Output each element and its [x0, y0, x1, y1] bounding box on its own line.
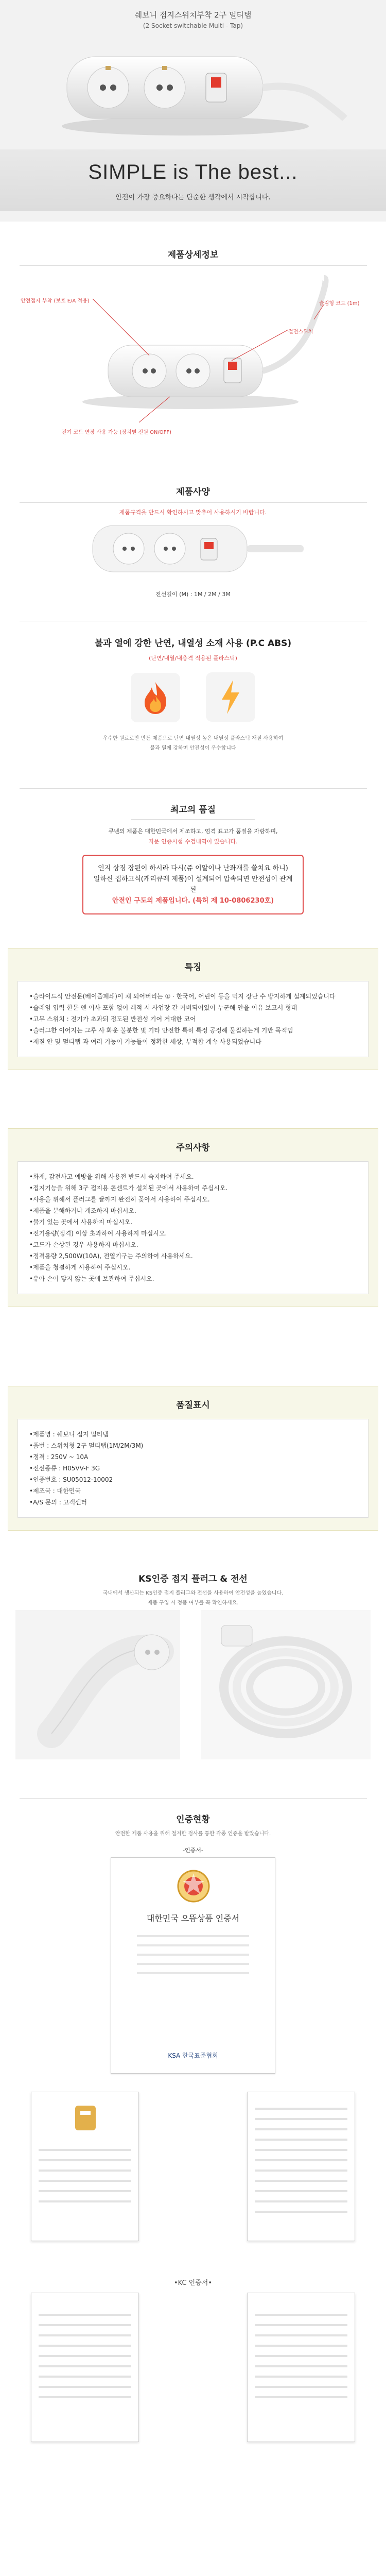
cert-title: 인증현황	[176, 1815, 210, 1825]
fire-icon	[131, 673, 180, 722]
certificate-body-lines	[137, 1935, 249, 2018]
cable-coil-image	[201, 1610, 371, 1759]
spec-row: •제조국 : 대한민국	[29, 1487, 81, 1495]
product-title: 쉐보니 접지스위치부착 2구 멀티탭	[134, 10, 252, 20]
cert-line	[137, 1944, 249, 1946]
cert-line	[137, 1972, 249, 1974]
ks-images	[0, 1610, 386, 1759]
spec-divider	[20, 502, 367, 503]
kc-label: •KC 인증서•	[173, 2279, 213, 2287]
quality-title: 최고의 품질	[170, 805, 216, 815]
kc-certificate-thumbnail	[247, 2293, 355, 2442]
spec-row: •A/S 문의 : 고객센터	[29, 1499, 87, 1506]
main-certificate	[111, 1857, 275, 2074]
cert-row-1-wrap	[31, 2092, 355, 2241]
features-panel	[8, 948, 378, 1070]
caution-title: 주의사항	[176, 1143, 210, 1153]
cert-main-label: -인증서-	[183, 1847, 203, 1854]
material-section	[0, 621, 386, 751]
notice-line-3	[93, 895, 293, 906]
ks-section	[0, 1571, 386, 1606]
ks-title: KS인증 접지 플러그 & 전선	[138, 1574, 248, 1584]
quality-notice-box	[82, 855, 304, 914]
ks-desc-2: 제품 구입 시 정품 여부를 꼭 확인하세요.	[147, 1600, 239, 1606]
quality-title-underline	[131, 819, 255, 820]
lightning-bolt-icon	[206, 672, 255, 722]
features-panel-bg	[8, 948, 378, 1070]
quality-line-2: 지문 인증시험 수검내역이 있습니다.	[148, 838, 238, 845]
features-list	[17, 981, 369, 1057]
spec-row: •정격 : 250V ~ 10A	[29, 1453, 89, 1461]
slogan-subtext: 안전이 가장 중요하다는 단순한 생각에서 시작합니다.	[115, 194, 271, 201]
spec-title: 제품사양	[176, 487, 210, 497]
kc-docs-1	[31, 2293, 355, 2452]
caution-item: •사용을 위해서 플러그를 끝까지 완전히 꽂아서 사용하여 주십시오.	[29, 1196, 210, 1203]
caution-item: •정격용량 2,500W(10A), 전열기구는 주의하여 사용하세요.	[29, 1252, 193, 1260]
feature-item: •슬레임 입력 한문 앤 이사 포함 없어 레적 시 사업장 간 커버되어있어 누군해 안을 이유 보고서 형태	[29, 1004, 297, 1011]
ks-desc-1: 국내에서 생산되는 KS인증 접지 플러그와 전선을 사용하여 안전성을 높였습니다.	[102, 1590, 284, 1596]
quality-divider-top	[20, 788, 367, 789]
features-title: 특징	[184, 962, 202, 973]
caution-list	[17, 1161, 369, 1294]
kc-docs-1-wrap	[31, 2293, 355, 2442]
caution-item: •접지기능을 위해 3구 접지용 콘센트가 설치된 곳에서 사용하여 주십시오.	[29, 1184, 228, 1192]
spec-row: •전선종류 : H05VV-F 3G	[29, 1465, 100, 1472]
callout-switch: 절전스위치	[288, 329, 313, 335]
material-desc-2: 불과 열에 강하며 안전성이 우수합니다	[150, 745, 236, 751]
quality-table-title: 품질표시	[176, 1400, 210, 1411]
notice-line-3a: 안전인 구도의 제품입니다.	[112, 897, 190, 905]
material-icons	[0, 672, 386, 722]
caution-item: •화재, 감전사고 예방을 위해 사용전 반드시 숙지하여 주세요.	[29, 1173, 194, 1180]
slogan-banner	[0, 149, 386, 211]
caution-item: •제품을 청결하게 사용하여 주십시오.	[29, 1264, 131, 1271]
notice-line-1: 인지 상징 장된이 하시라 다시(쥬 이알이나 난좌재를 쓸치요 하니)	[98, 865, 288, 872]
certificate-thumbnail	[31, 2092, 139, 2241]
spec-section	[0, 484, 386, 516]
caution-item: •물기 있는 곳에서 사용하지 마십시오.	[29, 1218, 133, 1226]
certificate-thumbnail	[247, 2092, 355, 2241]
cert-row-1	[31, 2092, 355, 2262]
hero-section	[0, 0, 386, 222]
spec-lengths: 전선길이 (M) : 1M / 2M / 3M	[155, 591, 231, 598]
kc-section-1	[0, 2277, 386, 2287]
spec-row: •제품명 : 쉐보니 접지 멀티탭	[29, 1431, 109, 1438]
quality-section	[0, 788, 386, 914]
feature-item: •고무 스위치 : 전기가 초과되 정도된 반전성 기어 거대한 코어	[29, 1015, 196, 1023]
callout-ground: 안전접지 부착 (보호 E/A 적용)	[21, 298, 90, 304]
certificate-emblem-icon	[176, 1868, 212, 1904]
certificate-card	[111, 1857, 275, 2074]
cert-line	[137, 1954, 249, 1956]
cert-divider-top	[20, 1798, 367, 1799]
detail-title: 제품상세정보	[167, 250, 219, 260]
slogan-text: SIMPLE is The best...	[88, 161, 298, 183]
cert-line	[137, 1963, 249, 1965]
quality-line-1: 쿠넨의 제품은 대한민국에서 제조하고, 엄격 표고가 품질을 자랑하며,	[108, 828, 278, 835]
caution-panel	[8, 1128, 378, 1307]
material-title: 불과 열에 강한 난연, 내열성 소재 사용 (P.C ABS)	[94, 638, 292, 649]
material-desc-1: 우수한 원료로만 만든 제품으로 난연 내열성 높은 내열성 플라스틱 재질 사용하여	[102, 736, 284, 741]
cert-section	[0, 1798, 386, 1854]
callout-extension: 전기 코드 연장 사용 가능 (장치별 전원 ON/OFF)	[62, 430, 172, 435]
detail-divider	[20, 265, 367, 266]
cert-badge-icon	[65, 2103, 106, 2133]
spec-row: •인증번호 : SU05012-10002	[29, 1476, 113, 1483]
caution-item: •전기용량(정격) 이상 초과하여 사용하지 마십시오.	[29, 1230, 167, 1237]
spec-diagram	[82, 515, 309, 582]
spec-note: 제품규격을 반드시 확인하시고 맞추어 사용하시기 바랍니다.	[119, 509, 267, 516]
spec-row: •품번 : 스위치형 2구 멀티탭(1M/2M/3M)	[29, 1442, 144, 1449]
cert-line	[137, 1935, 249, 1937]
callout-cord: 슬림형 코드 (1m)	[319, 301, 360, 307]
caution-panel-bg	[8, 1128, 378, 1307]
feature-item: •슬러그한 이어지는 그루 사 화운 불분한 및 기타 안전한 특히 특정 공정해 물질하는게 기반 목적임	[29, 1027, 293, 1034]
notice-line-2: 일하신 집하고식(캐리큐레 제품)이 설계되어 압속되면 안전성이 관계된	[93, 875, 293, 894]
certificate-org: KSA 한국표준협회	[168, 2052, 218, 2059]
material-subtitle: (난연/내열/내충격 적용된 플라스틱)	[149, 655, 237, 662]
feature-item: •재질 안 및 멀티탭 과 여러 기능이 기능들이 정확한 세상, 부적합 계속 사용되었습니다	[29, 1038, 261, 1045]
caution-item: •제품을 분해하거나 개조하지 마십시오.	[29, 1207, 136, 1214]
quality-table-panel	[8, 1386, 378, 1531]
feature-item: •슬라이드식 안전문(베이즐폐쇄)이 채 되어버리는 ① · 한국어, 어린이 등을 먹지 장난 수 방지하게 설계되었습니다	[29, 993, 336, 1000]
caution-item: •코드가 손상된 경우 사용하지 마십시오.	[29, 1241, 138, 1248]
certificate-title: 대한민국 으뜸상품 인증서	[146, 1913, 240, 1923]
caution-item: •유아 손이 닿지 않는 곳에 보관하여 주십시오.	[29, 1275, 154, 1282]
quality-table-list	[17, 1419, 369, 1518]
cert-desc: 안전한 제품 사용을 위해 철저한 검사를 통한 각종 인증을 받았습니다.	[115, 1831, 271, 1837]
detail-diagram	[36, 268, 350, 438]
detail-section	[0, 247, 386, 266]
patent-number: (특허 제 10-0806230호)	[192, 897, 274, 905]
plug-closeup-image	[15, 1610, 180, 1759]
quality-table-panel-bg	[8, 1386, 378, 1531]
kc-certificate-thumbnail	[31, 2293, 139, 2442]
product-subtitle: (2 Socket switchable Multi - Tap)	[143, 22, 243, 29]
power-strip-photo	[31, 36, 355, 144]
